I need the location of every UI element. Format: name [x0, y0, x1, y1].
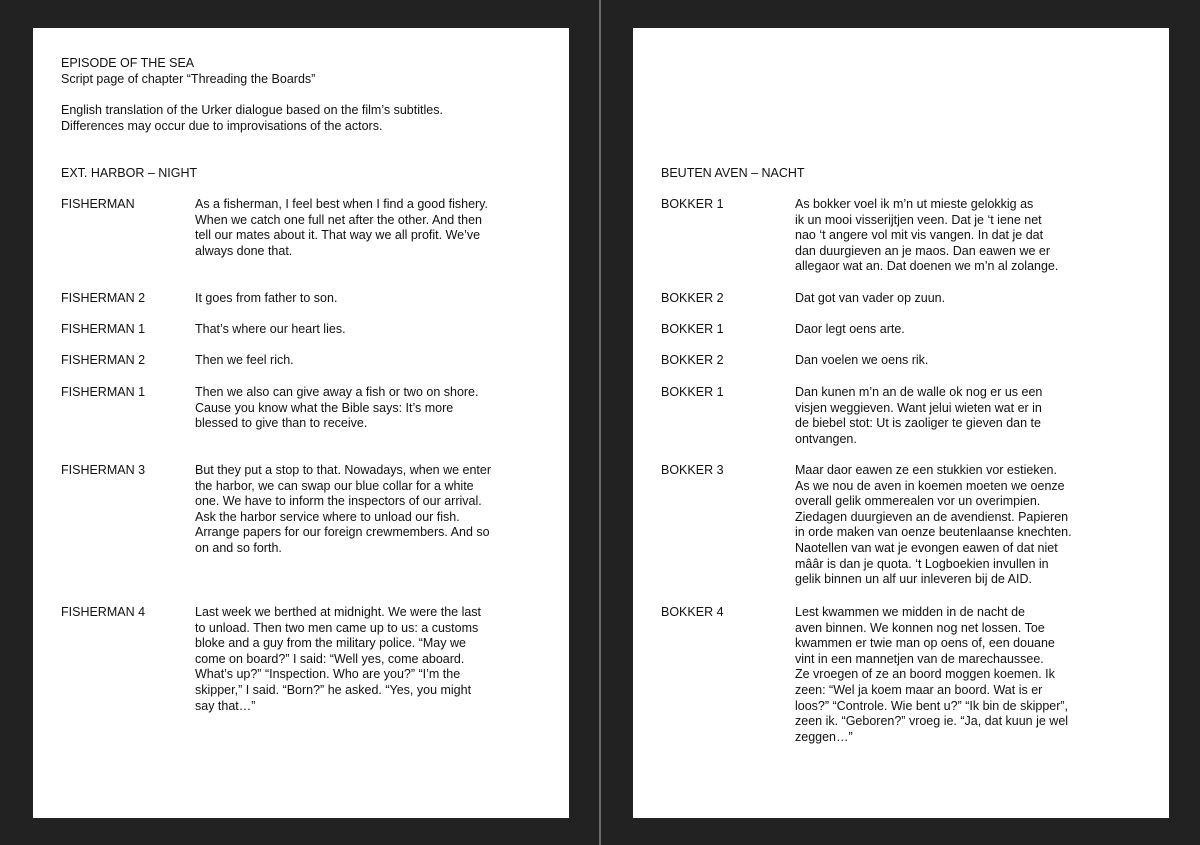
dialogue-line: Last week we berthed at midnight. We were the last [195, 605, 482, 619]
dialogue-line: Dat got van vader op zuun. [795, 291, 946, 305]
dialogue-line: gelik binnen un alf uur inleveren bij de AID. [795, 572, 1032, 587]
right-script-page [633, 28, 1169, 818]
scene-heading [61, 166, 197, 182]
dialogue-line: Ziedagen duurgieven an de avendienst. Papieren [795, 509, 1069, 524]
dialogue-text [795, 605, 1068, 745]
dialogue-line: When we catch one full net after the other. And then [195, 212, 482, 227]
speaker-name: FISHERMAN 2 [61, 291, 146, 305]
dialogue-line: come on board?” I said: “Well yes, come aboard. [195, 651, 465, 666]
speaker-name: FISHERMAN 3 [61, 463, 146, 477]
dialogue-text [795, 322, 905, 338]
speaker-name: FISHERMAN 1 [61, 385, 146, 399]
dialogue-line: blessed to give than to receive. [195, 416, 368, 431]
dialogue-text [795, 463, 1072, 588]
speaker-name: BOKKER 1 [661, 197, 724, 211]
header-block [61, 56, 315, 87]
dialogue-line: That’s where our heart lies. [195, 322, 346, 336]
dialogue-line: Daor legt oens arte. [795, 322, 905, 336]
dialogue-text [195, 197, 488, 259]
dialogue-text [195, 605, 481, 714]
note-line: English translation of the Urker dialogue based on the film’s subtitles. [61, 103, 443, 117]
scene-heading-text: EXT. HARBOR – NIGHT [61, 166, 198, 180]
dialogue-line: As a fisherman, I feel best when I find a good fishery. [195, 197, 488, 211]
dialogue-line: visjen weggieven. Want jelui wieten wat er in [795, 400, 1042, 415]
dialogue-line: But they put a stop to that. Nowadays, when we enter [195, 463, 492, 477]
dialogue-line: tell our mates about it. That way we all profit. We’ve [195, 228, 481, 243]
speaker-name: FISHERMAN [61, 197, 135, 211]
dialogue-line: Dan voelen we oens rik. [795, 353, 929, 367]
dialogue-line: As we nou de aven in koemen moeten we oenze [795, 478, 1065, 493]
dialogue-line: Cause you know what the Bible says: It’s more [195, 400, 454, 415]
dialogue-line: kwammen er twie man op oens of, een douane [795, 636, 1055, 651]
dialogue-line: skipper,” I said. “Born?” he asked. “Yes, you might [195, 682, 472, 697]
speaker-name: FISHERMAN 4 [61, 605, 146, 619]
speaker-name: BOKKER 1 [661, 322, 724, 336]
dialogue-line: Then we feel rich. [195, 353, 294, 367]
speaker-name: BOKKER 4 [661, 605, 724, 619]
dialogue-line: de biebel stot: Ut is zaoliger te gieven dan te [795, 416, 1041, 431]
dialogue-line: Naotellen van wat je evongen eawen of dat niet [795, 540, 1058, 555]
dialogue-text [795, 353, 928, 369]
dialogue-line: allegaor wat an. Dat doenen we m’n al zolange. [795, 259, 1059, 274]
dialogue-text [195, 291, 337, 307]
dialogue-text [795, 197, 1058, 275]
speaker-name: BOKKER 1 [661, 385, 724, 399]
dialogue-line: Arrange papers for our foreign crewmembers. And so [195, 525, 490, 540]
dialogue-line: As bokker voel ik m’n ut mieste gelokkig as [795, 197, 1034, 211]
dialogue-line: always done that. [195, 243, 293, 258]
dialogue-line: one. We have to inform the inspectors of our arrival. [195, 494, 482, 509]
speaker-name: FISHERMAN 1 [61, 322, 146, 336]
dialogue-line: say that…” [195, 698, 256, 713]
dialogue-line: ontvangen. [795, 431, 857, 446]
scene-heading [661, 166, 805, 182]
dialogue-line: Ask the harbor service where to unload our fish. [195, 509, 460, 524]
dialogue-line: It goes from father to son. [195, 291, 338, 305]
document-subtitle: Script page of chapter “Threading the Boards” [61, 71, 316, 86]
dialogue-line: vint in een mannetjen van de marechaussee. [795, 651, 1044, 666]
dialogue-line: Then we also can give away a fish or two on shore. [195, 385, 479, 399]
dialogue-line: Dan kunen m’n an de walle ok nog er us een [795, 385, 1043, 399]
dialogue-line: What’s up?” “Inspection. Who are you?” “I’m the [195, 667, 461, 682]
dialogue-line: loos?” “Controle. Wie bent u?” “Ik bin de skipper”, [795, 698, 1069, 713]
dialogue-line: nao ‘t angere vol mit vis vangen. In dat je dat [795, 228, 1044, 243]
speaker-name: BOKKER 3 [661, 463, 724, 477]
dialogue-line: Ze vroegen of ze an boord moggen koemen. Ik [795, 667, 1055, 682]
dialogue-line: zeen: “Wel ja koem maar an boord. Wat is er [795, 682, 1043, 697]
dialogue-line: ik un mooi visserijtjen veen. Dat je ‘t iene net [795, 212, 1042, 227]
dialogue-line: mââr is dan je quota. ‘t Logboekien invullen in [795, 556, 1049, 571]
dialogue-line: bloke and a guy from the military police. “May we [195, 636, 466, 651]
note-line: Differences may occur due to improvisations of the actors. [61, 118, 383, 133]
dialogue-line: Maar daor eawen ze een stukkien vor estieken. [795, 463, 1057, 477]
dialogue-line: to unload. Then two men came up to us: a customs [195, 620, 479, 635]
dialogue-text [195, 353, 294, 369]
dialogue-line: zeen ik. “Geboren?” vroeg ie. “Ja, dat kuun je wel [795, 714, 1069, 729]
scene-heading-text: BEUTEN AVEN – NACHT [661, 166, 805, 180]
document-title: EPISODE OF THE SEA [61, 56, 195, 70]
dialogue-line: dan duurgieven an je maos. Dan eawen we er [795, 243, 1051, 258]
left-script-page [33, 28, 569, 818]
speaker-name: BOKKER 2 [661, 353, 724, 367]
translation-note [61, 103, 443, 134]
page-divider [599, 0, 601, 845]
dialogue-text [195, 385, 478, 432]
dialogue-line: on and so forth. [195, 540, 282, 555]
dialogue-line: zeggen…” [795, 729, 853, 744]
dialogue-text [795, 385, 1042, 447]
dialogue-text [195, 463, 491, 557]
dialogue-line: Lest kwammen we midden in de nacht de [795, 605, 1025, 619]
speaker-name: FISHERMAN 2 [61, 353, 146, 367]
dialogue-line: aven binnen. We konnen nog net lossen. Toe [795, 620, 1045, 635]
dialogue-text [795, 291, 945, 307]
dialogue-line: in orde maken van oenze beutenlaanse knechten. [795, 525, 1072, 540]
dialogue-line: the harbor, we can swap our blue collar for a white [195, 478, 474, 493]
dialogue-text [195, 322, 346, 338]
speaker-name: BOKKER 2 [661, 291, 724, 305]
dialogue-line: overall gelik ommerealen vor un overimpien. [795, 494, 1041, 509]
